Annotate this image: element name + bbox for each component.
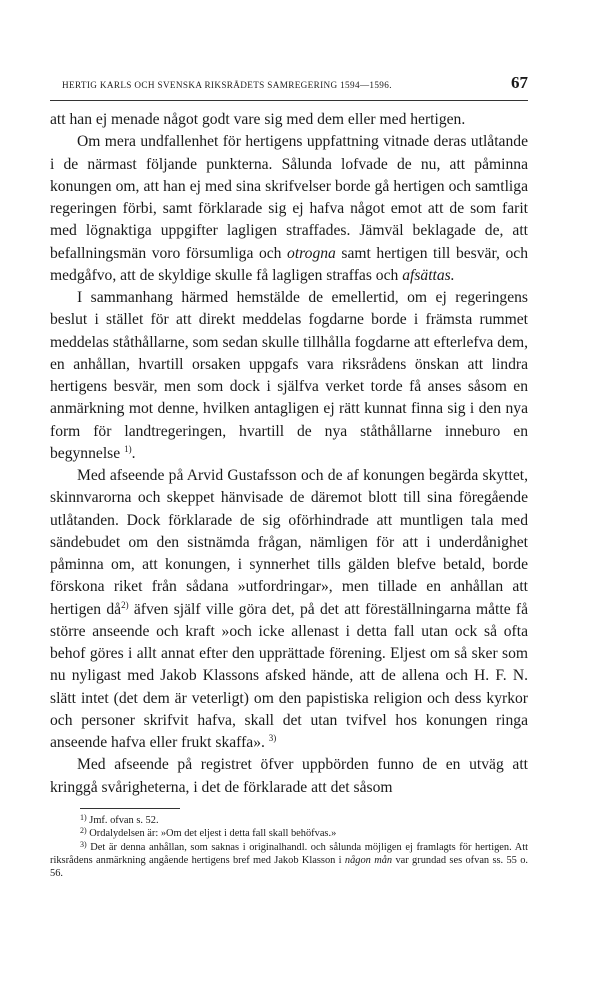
running-header-title: HERTIG KARLS OCH SVENSKA RIKSRÅDETS SAMREGERING 1594—1596. [62,80,392,90]
paragraph-text: samt hertigen till besvär, och medgåfvo, att de skyldige skulle få lagligen straffas och [50,244,528,284]
paragraph-text: Om mera undfallenhet för hertigens uppfattning vitnade deras utlåtande i de närmast följande punkterna. Sålunda lofvade de nu, att påminna konungen om, att han ej med sina skrifvelser borde gå hertigen och samtliga regeringen förbi, samt förklarade sig ej hafva något emot att de som farit med lögnaktiga uppgifter lagligen straffades. Jämväl beklagade de, att befallningsmän voro försumliga och [50,133,528,262]
emphasized-text: otrogna [287,244,336,262]
footnote [50,841,528,881]
emphasized-text: afsättas. [402,266,455,284]
footnote-mark: 2) [80,826,87,836]
footnote [50,814,528,827]
footnote-mark: 3) [80,839,87,849]
footnote-mark: 1) [80,812,87,822]
paragraph [50,109,528,131]
paragraph-text: I sammanhang härmed hemstälde de emellertid, om ej regeringens beslut i stället för att direkt meddelas fogdarne borde i främsta rummet meddelas ståthållarne, som sedan skulle tillhålla fogdarne att efterlefva dem, en anhållan, hvartill orsaken uppgafs vara riksrådens önskan att lindra hertigens besvär, men som dock i själfva verket torde få anses såsom en anmärkning mot denne, hvilken antagligen ej rätt kunnat finna sig i den nya form för landtregeringen, hvartill de nya ståthållarne inneburo en begynnelse [50,289,528,462]
footnote-emphasized-text: någon mån [344,854,393,866]
footnote-text: Det är denna anhållan, som saknas i originalhandl. och sålunda möjligen ej framlagts för hertigen. Att riksrådens anmärkning angående hertigens bref med Jakob Klasson i [50,841,528,866]
footnote-text: Jmf. ofvan s. 52. [89,814,159,826]
paragraph-text: . [131,444,136,462]
footnote [50,827,528,840]
footnote-reference: 1) [124,443,132,454]
paragraph [50,287,528,465]
footnote-rule [80,808,180,809]
paragraph [50,131,528,287]
header-rule [50,100,528,101]
paragraph [50,754,528,799]
page-number: 67 [511,73,528,92]
body-text [50,109,528,799]
footnote-text: var grundad ses ofvan ss. 55 o. 56. [50,854,528,880]
footnote-text: Ordalydelsen är: »Om det eljest i detta fall skall behöfvas.» [89,828,337,840]
paragraph-text: att han ej menade något godt vare sig med dem eller med hertigen. [50,111,466,128]
footnotes [50,808,528,881]
book-page [50,72,528,881]
running-header [50,72,528,96]
paragraph [50,465,528,754]
footnote-reference: 3) [268,733,277,743]
footnote-reference: 2) [121,599,129,610]
paragraph-text: Med afseende på registret öfver uppbörden funno de en utväg att kringgå svårigheterna, i det de förklarade att det såsom [50,756,528,796]
paragraph-text: Med afseende på Arvid Gustafsson och de af konungen begärda skyttet, skinnvarorna och skeppet hänvisade de däremot blott till sina föregående utlåtanden. Dock förklarade de sig oförhindrade att muntligen tala med sändebudet om den sistnämda frågan, nämligen för att i underdånighet påminna om, att konungen, i synnerhet tills gälden blefve betald, borde förskona riket från sådana »utfordringar», men tillade en anhållan att hertigen då [50,467,528,618]
paragraph-text: äfven själf ville göra det, på det att föreställningarna måtte få större anseende och kraft »och icke allenast i detta fall utan ock så ofta behof göres i allt annat efter den upprättade förening. Eljest om så sker som nu nyligast med Jakob Klassons afsked hände, att de allena och H. F. N. slätt intet (det dem är veterligt) om den papistiska religion och dess kyrkor och personer skrifvit hafva, skall det utan tvifvel hos konungen ringa anseende hafva eller frukt skaffa». [50,600,529,751]
